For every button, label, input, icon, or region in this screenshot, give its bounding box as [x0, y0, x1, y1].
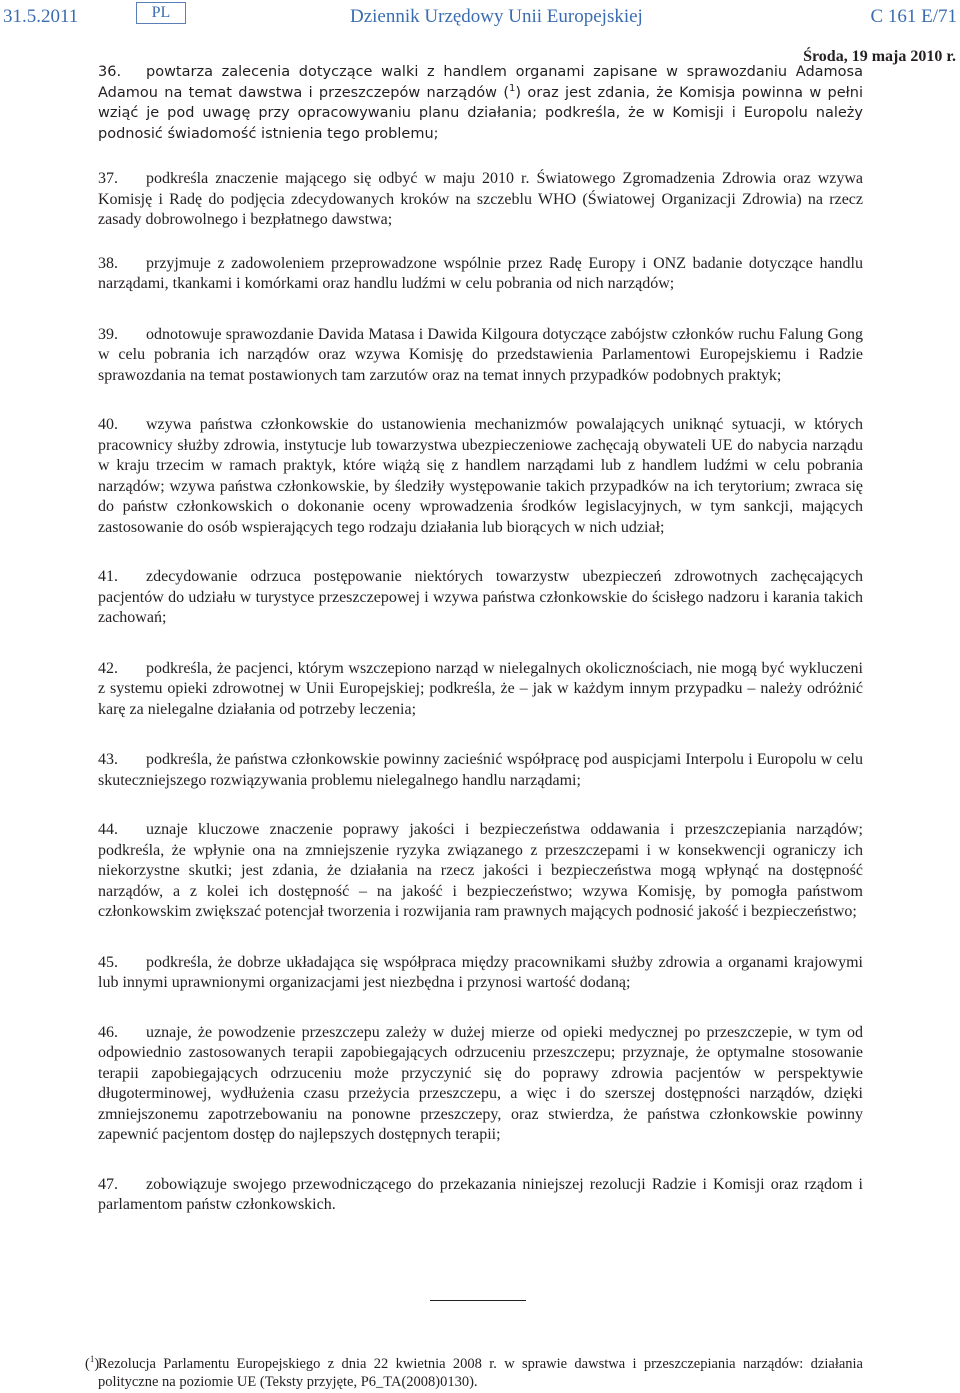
publication-date: 31.5.2011 [3, 6, 79, 27]
journal-reference: C 161 E/71 [870, 6, 957, 27]
footnote [85, 1354, 863, 1391]
paragraph-text-continued: ) oraz jest zdania, że Komisja powinna w pełni wziąć je pod uwagę przy opracowywaniu planu działania; podkreśla, że w Komisji i Europolu należy podnosić świadomość istnienia tego problemu; [98, 84, 863, 142]
paragraph-41 [98, 567, 863, 629]
sitting-date: Środa, 19 maja 2010 r. [803, 48, 956, 65]
language-badge: PL [136, 2, 186, 24]
paragraph-text: powtarza zalecenia dotyczące walki z handlem organami zapisane w sprawozdaniu Adamosa Adamou na temat dawstwa i przeszczepów narządów ( [98, 64, 863, 101]
paragraph-text: uznaje, że powodzenie przeszczepu zależy w dużej mierze od opieki medycznej po przeszczepie, w tym od odpowiednio zastosowanych terapii zapobiegających odrzuceniu przeszczepu; przyznaje, że optymalne stosowanie terapii zapobiegających odrzuceniu może przyczynić się do poprawy zdrowia pacjentów w perspektywie długoterminowej, wydłużenia czasu przeżycia przeszczepu, a więc i do szerszej dostępności narządów, dzięki zmniejszonemu zapotrzebowaniu na ponowne przeszczepy, oraz stwierdza, że państwa członkowskie powinny zapewnić pacjentom dostęp do najlepszych dostępnych terapii; [98, 1023, 863, 1143]
paragraph-number: 47. [98, 1175, 118, 1193]
paragraph-text: zdecydowanie odrzuca postępowanie niektórych towarzystw ubezpieczeń zdrowotnych zachęcających pacjentów do udziału w turystyce przeszczepowej i wzywa państwa członkowskie do ścisłego nadzoru i karania takich zachowań; [98, 568, 863, 626]
paragraph-37 [98, 169, 863, 231]
resolution-body [98, 62, 863, 1216]
paragraph-number: 37. [98, 170, 118, 187]
paragraph-36 [98, 62, 863, 144]
footnote-marker-number: 1 [89, 1354, 95, 1365]
footnote-marker-close: ) [94, 1356, 100, 1372]
paragraph-text: podkreśla, że państwa członkowskie powinny zacieśnić współpracę pod auspicjami Interpolu i Europolu w celu skuteczniejszego rozwiązywania problemu nielegalnego handlu narządami; [98, 751, 863, 789]
paragraph-number: 42. [98, 659, 118, 677]
paragraph-text: odnotowuje sprawozdanie Davida Matasa i Dawida Kilgoura dotyczące zabójstw członków ruchu Falung Gong w celu pobrania ich narządów oraz wzywa Komisję do przedstawienia Parlamentowi Europejskiemu i Radzie sprawozdania na temat postawionych tam zarzutów oraz na temat innych przypadków podobnych praktyk; [98, 325, 863, 384]
paragraph-text: podkreśla znaczenie mającego się odbyć w maju 2010 r. Światowego Zgromadzenia Zdrowia oraz wzywa Komisję i Radę do podjęcia zdecydowanych kroków na szczeblu WHO (Światowej Organizacji Zdrowia) na rzecz zasady dobrowolnego i bezpłatnego dawstwa; [98, 170, 863, 228]
journal-header [0, 0, 960, 40]
paragraph-38 [98, 254, 863, 295]
paragraph-number: 40. [98, 416, 118, 433]
footnote-separator [430, 1300, 526, 1301]
paragraph-number: 43. [98, 751, 118, 768]
paragraph-42 [98, 659, 863, 721]
journal-title: Dziennik Urzędowy Unii Europejskiej [350, 6, 643, 27]
paragraph-number: 36. [98, 64, 122, 80]
footnote-marker [85, 1355, 99, 1373]
footnote-text: Rezolucja Parlamentu Europejskiego z dnia 22 kwietnia 2008 r. w sprawie dawstwa i przeszczepiania narządów: działania polityczne na poziomie UE (Teksty przyjęte, P6_TA(2008)0130). [98, 1356, 863, 1390]
paragraph-43 [98, 750, 863, 791]
paragraph-number: 38. [98, 254, 118, 272]
paragraph-44 [98, 820, 863, 923]
paragraph-text: zobowiązuje swojego przewodniczącego do przekazania niniejszej rezolucji Radzie i Komisji oraz rządom i parlamentom państw członkowskich. [98, 1175, 863, 1213]
footnote-reference: 1 [509, 82, 516, 94]
paragraph-text: podkreśla, że pacjenci, którym wszczepiono narząd w nielegalnych okolicznościach, nie mogą być wykluczeni z systemu opieki zdrowotnej w Unii Europejskiej; podkreśla, że – jak w każdym innym przypadku – należy odróżnić karę za nielegalne działania od potrzeby leczenia; [98, 659, 863, 718]
paragraph-number: 39. [98, 325, 118, 343]
footnote-marker-open: ( [85, 1356, 90, 1372]
paragraph-46 [98, 1023, 863, 1146]
paragraph-text: wzywa państwa członkowskie do ustanowienia mechanizmów powalających uniknąć sytuacji, w których pracownicy służby zdrowia, instytucje lub towarzystwa ubezpieczeniowe zachęcają obywateli UE do nabycia narządu w kraju trzecim w ramach praktyk, które wiążą się z handlem narządami lub z handlem ludźmi w celu pobrania narządów; wzywa państwa członkowskie, by śledziły występowanie takich przypadków na ich terytorium; zwraca się do państw członkowskich o dokonanie oceny wprowadzenia środków legislacyjnych, w tym sankcji, mających zastosowanie do osób wspierających tego rodzaju działania lub biorących w nich udział; [98, 416, 863, 536]
paragraph-45 [98, 953, 863, 994]
paragraph-39 [98, 325, 863, 387]
paragraph-text: uznaje kluczowe znaczenie poprawy jakości i bezpieczeństwa oddawania i przeszczepiania narządów; podkreśla, że wpłynie ona na zmniejszenie ryzyka związanego z przeszczepami i w konsekwencji ograniczy ich niekorzystne skutki; jest zdania, że działania na rzecz jakości i bezpieczeństwa mogą wpłynąć na dostępność narządów, a z kolei ich dostępność – na jakość i bezpieczeństwo; wzywa Komisję, by pomogła państwom członkowskim zwiększać potencjał tworzenia i rozwijania ram prawnych mających podnosić jakość i bezpieczeństwo; [98, 821, 863, 920]
paragraph-number: 46. [98, 1023, 118, 1041]
paragraph-47 [98, 1175, 863, 1216]
paragraph-40 [98, 415, 863, 538]
paragraph-text: przyjmuje z zadowoleniem przeprowadzone wspólnie przez Radę Europy i ONZ badanie dotyczące handlu narządami, tkankami i komórkami oraz handlu ludźmi w celu pobrania od nich narządów; [98, 254, 863, 292]
paragraph-number: 45. [98, 953, 118, 971]
paragraph-text: podkreśla, że dobrze układająca się współpraca między pracownikami służby zdrowia a organami krajowymi lub innymi uprawnionymi organizacjami jest niezbędna i przynosi wartość dodaną; [98, 953, 863, 991]
paragraph-number: 44. [98, 821, 118, 838]
paragraph-number: 41. [98, 568, 118, 585]
